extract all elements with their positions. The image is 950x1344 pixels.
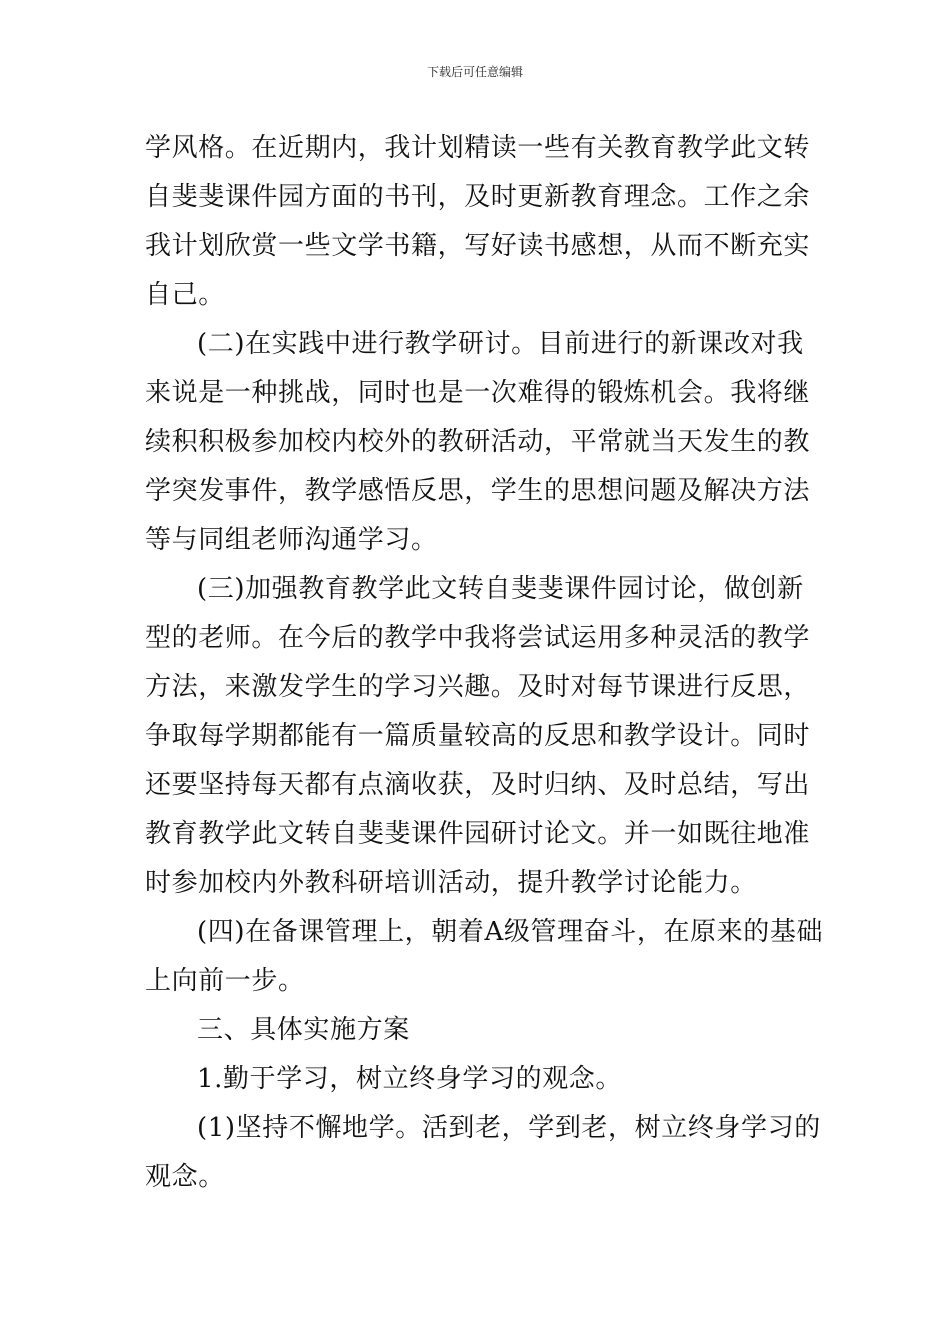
text-line: 三、具体实施方案	[197, 1015, 410, 1045]
text-line: 争取每学期都能有一篇质量较高的反思和教学设计。同时	[145, 721, 811, 751]
text-line: 观念。	[145, 1162, 225, 1192]
text-line: 学突发事件，教学感悟反思，学生的思想问题及解决方法	[145, 476, 811, 506]
text-line: 来说是一种挑战，同时也是一次难得的锻炼机会。我将继	[145, 378, 811, 408]
text-line: (四)在备课管理上，朝着A级管理奋斗，在原来的基础	[197, 917, 824, 947]
paragraph	[145, 565, 811, 908]
paragraph	[145, 124, 811, 320]
text-line: 1.勤于学习，树立终身学习的观念。	[197, 1064, 623, 1094]
text-line: 型的老师。在今后的教学中我将尝试运用多种灵活的教学	[145, 623, 811, 653]
text-line: 时参加校内外教科研培训活动，提升教学讨论能力。	[145, 868, 757, 898]
text-line: 教育教学此文转自斐斐课件园研讨论文。并一如既往地准	[145, 819, 811, 849]
text-line: 还要坚持每天都有点滴收获，及时归纳、及时总结，写出	[145, 770, 811, 800]
paragraph	[145, 320, 811, 565]
text-line: (二)在实践中进行教学研讨。目前进行的新课改对我	[197, 329, 804, 359]
page-header: 下载后可任意编辑	[426, 65, 523, 79]
text-line: 续积积极参加校内校外的教研活动，平常就当天发生的教	[145, 427, 811, 457]
text-line: 方法，来激发学生的学习兴趣。及时对每节课进行反思，	[145, 672, 811, 702]
document-body	[145, 124, 824, 1202]
text-line: 等与同组老师沟通学习。	[145, 525, 438, 555]
text-line: 我计划欣赏一些文学书籍，写好读书感想，从而不断充实	[145, 231, 811, 261]
text-line: 学风格。在近期内，我计划精读一些有关教育教学此文转	[145, 133, 811, 163]
subsection-heading	[145, 1055, 807, 1104]
paragraph	[145, 1104, 821, 1202]
text-line: 上向前一步。	[145, 966, 305, 996]
text-line: (1)坚持不懈地学。活到老，学到老，树立终身学习的	[197, 1113, 821, 1143]
text-line: (三)加强教育教学此文转自斐斐课件园讨论，做创新	[197, 574, 804, 604]
paragraph	[145, 908, 824, 1006]
section-heading	[145, 1006, 807, 1055]
text-line: 自己。	[145, 280, 225, 310]
text-line: 自斐斐课件园方面的书刊，及时更新教育理念。工作之余	[145, 182, 811, 212]
